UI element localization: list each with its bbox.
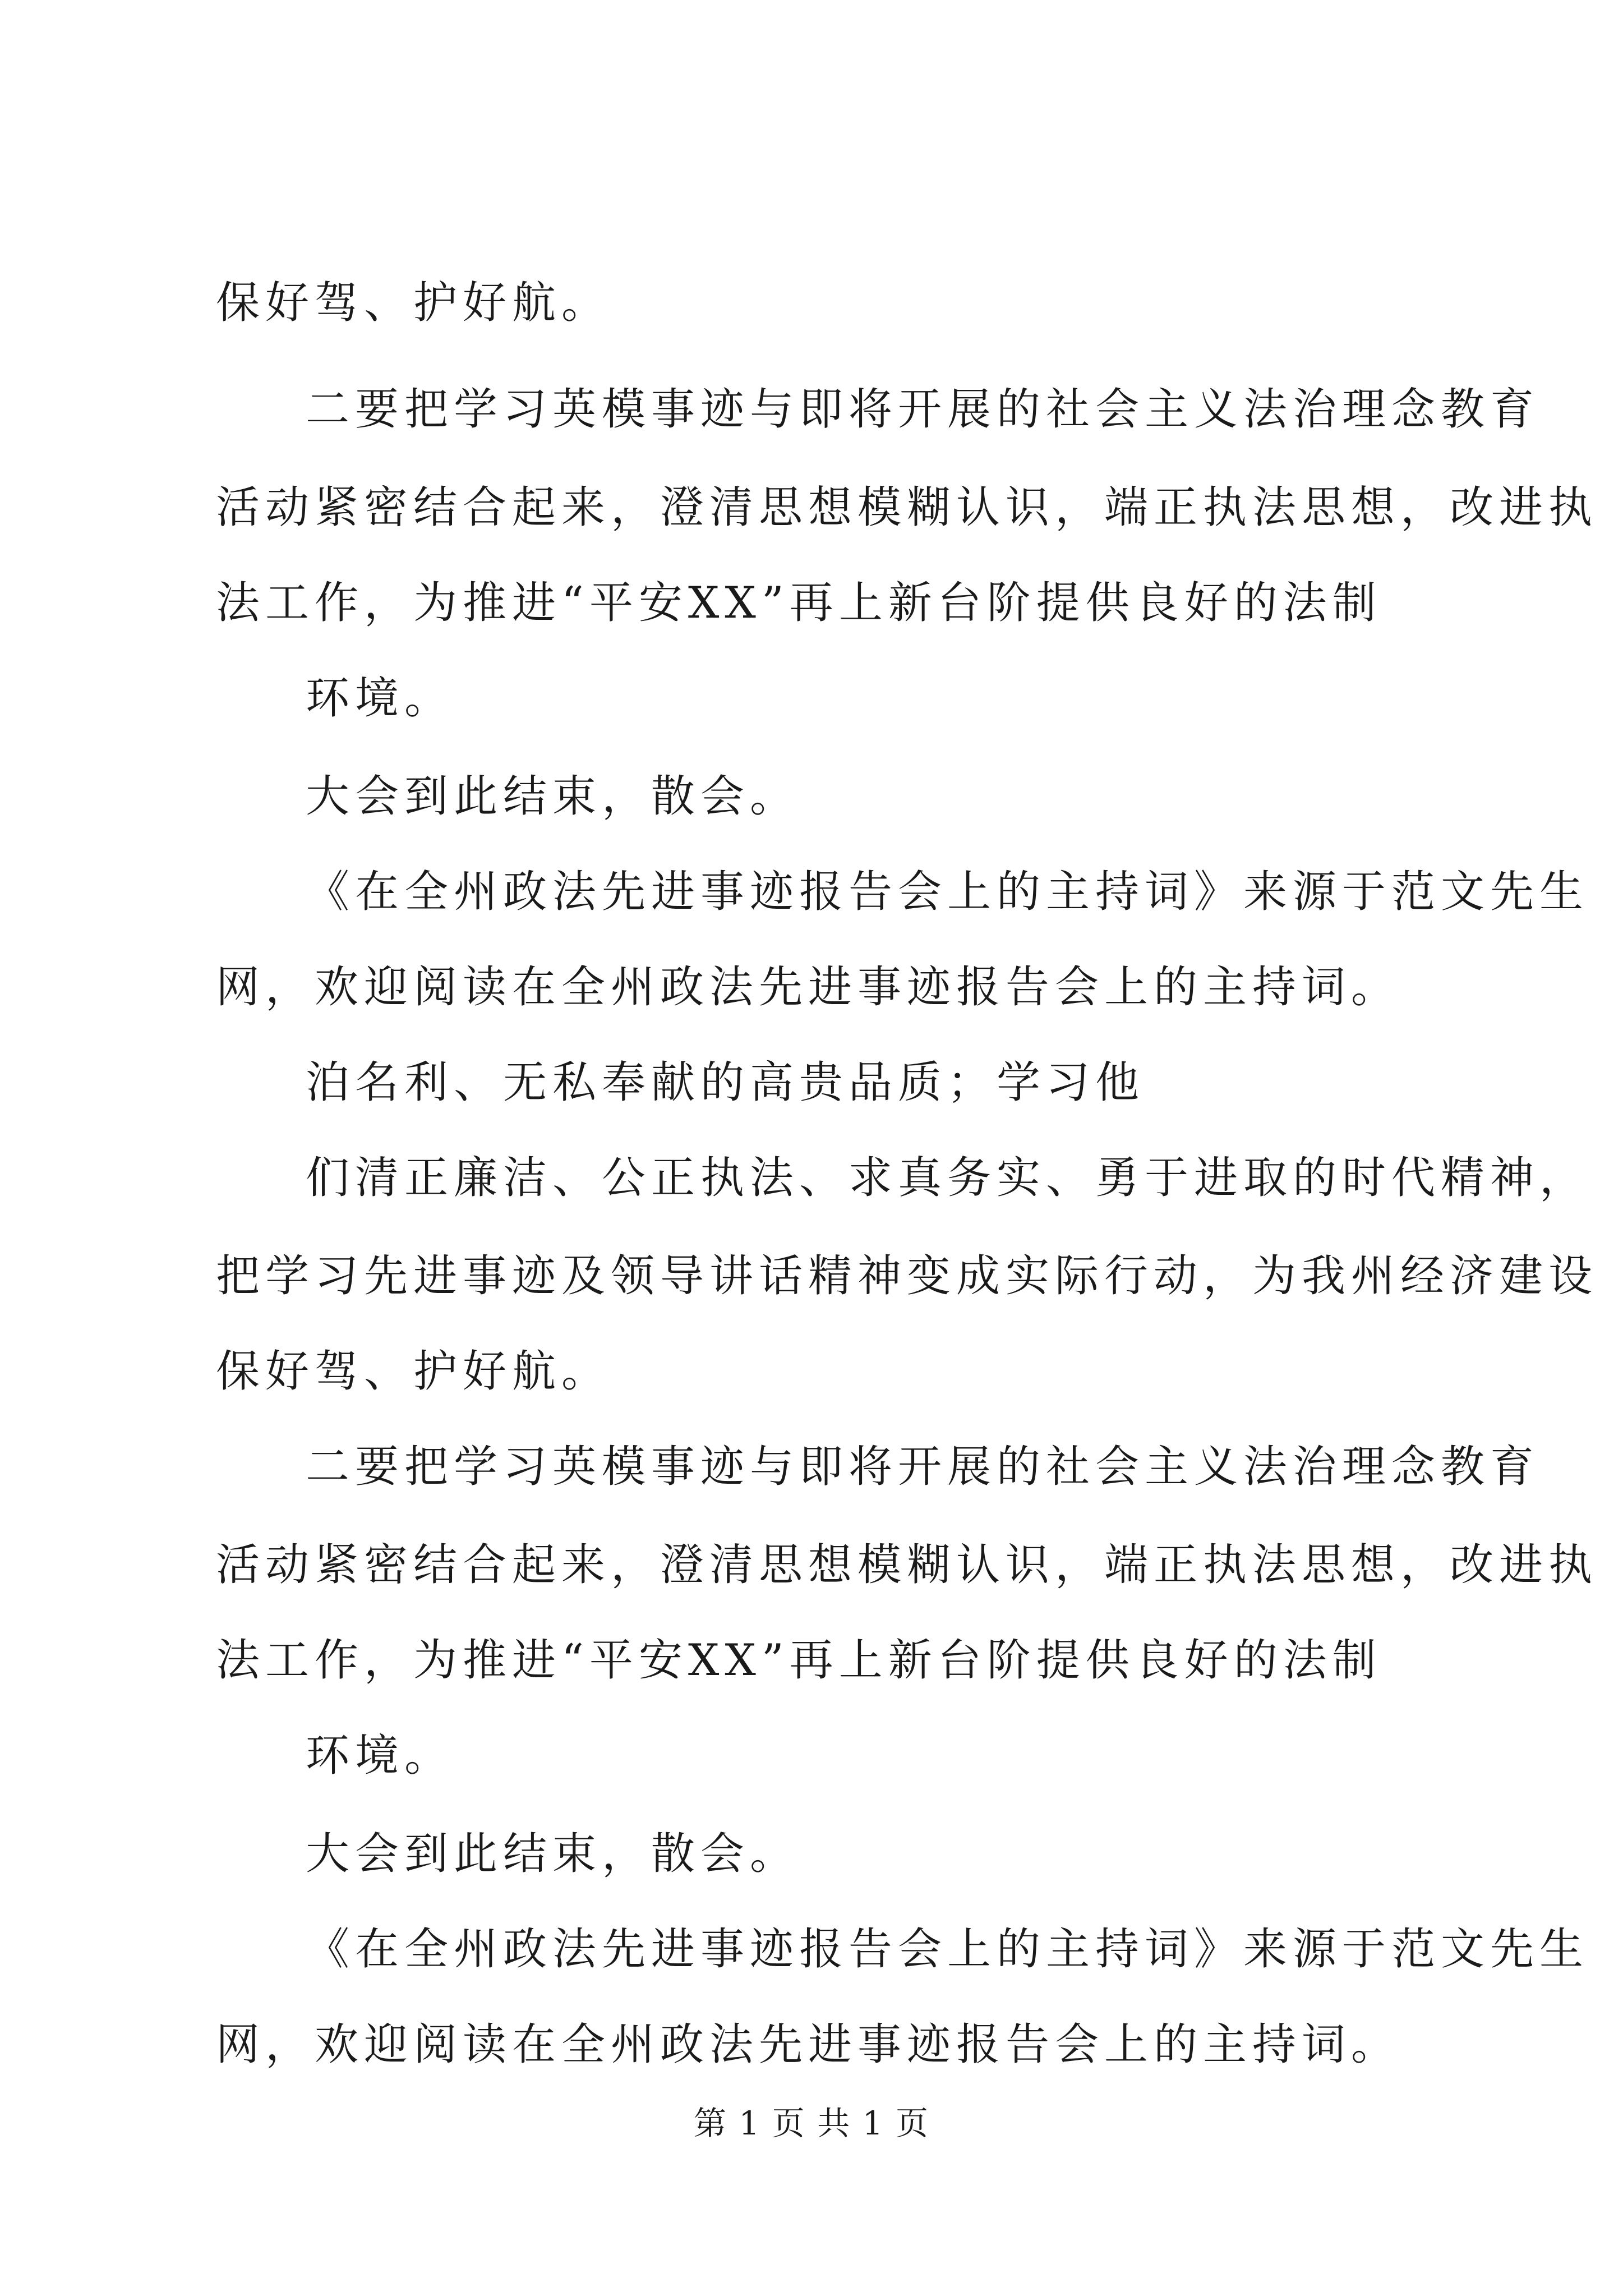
paragraph-line: 二要把学习英模事迹与即将开展的社会主义法治理念教育 [306,384,1540,435]
text-line: 保好驾、护好航。 [216,278,611,328]
paragraph-line: 《在全州政法先进事迹报告会上的主持词》来源于范文先生 [306,1924,1589,1975]
text-line: 法工作，为推进“平安XX”再上新台阶提供良好的法制 [216,578,1382,628]
paragraph-line: 们清正廉洁、公正执法、求真务实、勇于进取的时代精神， [306,1153,1589,1203]
paragraph-line: 环境。 [306,1731,454,1781]
paragraph-line: 环境。 [306,673,454,724]
paragraph-line: 《在全州政法先进事迹报告会上的主持词》来源于范文先生 [306,867,1589,917]
text-line: 活动紧密结合起来，澄清思想模糊认识，端正执法思想，改进执 [216,482,1598,533]
text-line: 把学习先进事迹及领导讲话精神变成实际行动，为我州经济建设 [216,1251,1598,1301]
paragraph-line: 二要把学习英模事迹与即将开展的社会主义法治理念教育 [306,1442,1540,1492]
text-line: 保好驾、护好航。 [216,1346,611,1397]
paragraph-line: 大会到此结束，散会。 [306,771,800,822]
paragraph-line: 大会到此结束，散会。 [306,1829,800,1879]
text-line: 法工作，为推进“平安XX”再上新台阶提供良好的法制 [216,1635,1382,1686]
text-line: 活动紧密结合起来，澄清思想模糊认识，端正执法思想，改进执 [216,1540,1598,1590]
paragraph-line: 泊名利、无私奉献的高贵品质；学习他 [306,1057,1145,1108]
page-number-footer: 第 1 页 共 1 页 [694,2104,929,2142]
text-line: 网，欢迎阅读在全州政法先进事迹报告会上的主持词。 [216,2019,1401,2070]
text-line: 网，欢迎阅读在全州政法先进事迹报告会上的主持词。 [216,962,1401,1013]
